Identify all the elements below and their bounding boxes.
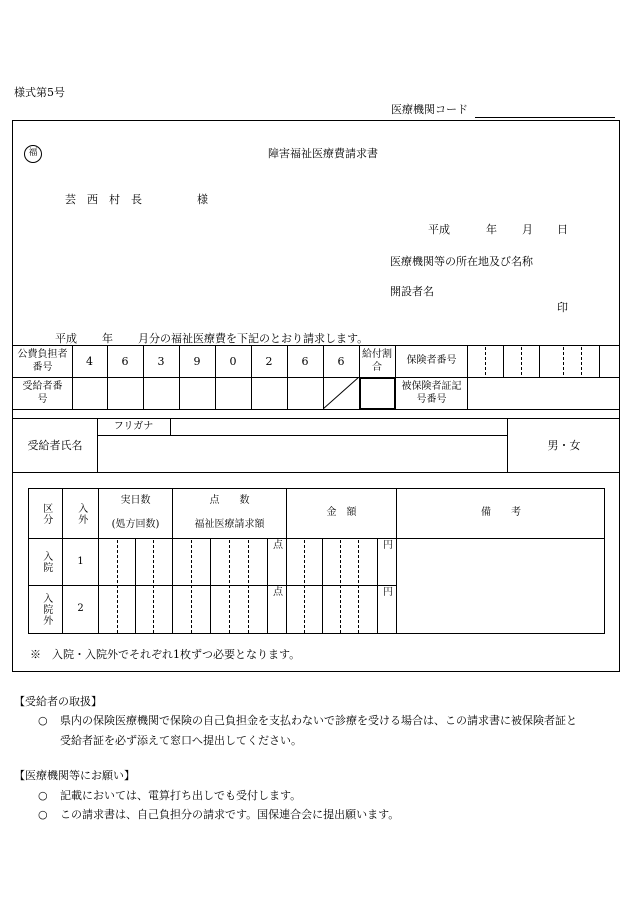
recipient-handling-item: 県内の保険医療機関で保険の自己負担金を支払わないで診療を受ける場合は、この請求書に被保険者証と — [60, 714, 577, 727]
furigana-label: フリガナ — [113, 420, 154, 432]
col-days-sub: (処方回数) — [111, 518, 160, 530]
form-note: ※ 入院・入院外でそれぞれ1枚ずつ必要となります。 — [30, 648, 301, 661]
date-era: 平成 — [428, 223, 450, 236]
date-day[interactable]: 日 — [557, 223, 568, 236]
bullet-icon: ○ — [38, 714, 48, 727]
row-category: 入院 — [40, 551, 52, 573]
col-in-out: 入外 — [75, 502, 87, 525]
col-remarks: 備 考 — [481, 507, 521, 519]
bullet-icon: ○ — [38, 808, 48, 821]
recipient-handling-item-cont: 受給者証を必ず添えて窓口へ提出してください。 — [60, 734, 302, 747]
recipient-name-label: 受給者氏名 — [27, 438, 83, 452]
institution-request-item: この請求書は、自己負担分の請求です。国保連合会に提出願います。 — [60, 808, 400, 821]
payer-digit: 6 — [301, 354, 309, 368]
col-days: 実日数 — [120, 494, 151, 506]
payer-digit: 6 — [121, 354, 129, 368]
points-unit: 点 — [273, 587, 283, 598]
institution-address-label: 医療機関等の所在地及び名称 — [390, 255, 533, 268]
payer-digit: 2 — [265, 354, 273, 368]
request-sentence: 月分の福祉医療費を下記のとおり請求します。 — [138, 332, 369, 345]
request-era: 平成 — [55, 332, 77, 345]
institution-code-label: 医療機関コード — [391, 103, 468, 116]
col-category: 区分 — [40, 502, 52, 525]
amount-unit: 円 — [383, 540, 393, 551]
addressee-name: 芸 西 村 長 — [65, 193, 142, 206]
institution-code-line[interactable] — [475, 117, 615, 118]
payer-digit: 9 — [193, 354, 201, 368]
institution-requests-heading: 【医療機関等にお願い】 — [14, 769, 135, 782]
fuku-mark-icon: 福 — [24, 145, 42, 163]
founder-label: 開設者名 — [390, 285, 434, 298]
col-points-sub: 福祉医療請求額 — [194, 518, 265, 530]
amount-unit: 円 — [383, 587, 393, 598]
points-unit: 点 — [273, 540, 283, 551]
payer-digit: 4 — [86, 354, 93, 368]
payer-digit: 6 — [337, 354, 345, 368]
row-code: 2 — [77, 603, 84, 615]
request-year[interactable]: 年 — [102, 332, 113, 345]
diagonal-slash — [323, 377, 359, 409]
insured-card-label: 被保険者証記号番号 — [401, 381, 462, 405]
date-year[interactable]: 年 — [486, 223, 497, 236]
col-points: 点 数 — [209, 494, 250, 506]
payer-digit: 3 — [157, 354, 165, 368]
row-code: 1 — [77, 555, 84, 567]
payer-number-label: 公費負担者番号 — [17, 349, 68, 373]
payer-digit: 0 — [229, 354, 237, 368]
institution-request-item: 記載においては、電算打ち出しでも受付します。 — [60, 789, 302, 802]
col-amount: 金 額 — [326, 507, 357, 519]
benefit-ratio-input[interactable] — [359, 377, 396, 410]
row-category: 入院外 — [40, 593, 52, 626]
gender-select[interactable]: 男・女 — [547, 438, 581, 452]
bullet-icon: ○ — [38, 789, 48, 802]
form-title: 障害福祉医療費請求書 — [268, 147, 378, 160]
date-month[interactable]: 月 — [522, 223, 533, 236]
seal-mark: 印 — [557, 301, 568, 314]
addressee-honorific: 様 — [197, 193, 208, 206]
benefit-ratio-label: 給付割合 — [362, 349, 392, 373]
insurer-number-label: 保険者番号 — [406, 355, 457, 367]
recipient-handling-heading: 【受給者の取扱】 — [14, 695, 102, 708]
recipient-number-label: 受給者番号 — [22, 381, 63, 405]
form-number: 様式第5号 — [14, 86, 65, 99]
